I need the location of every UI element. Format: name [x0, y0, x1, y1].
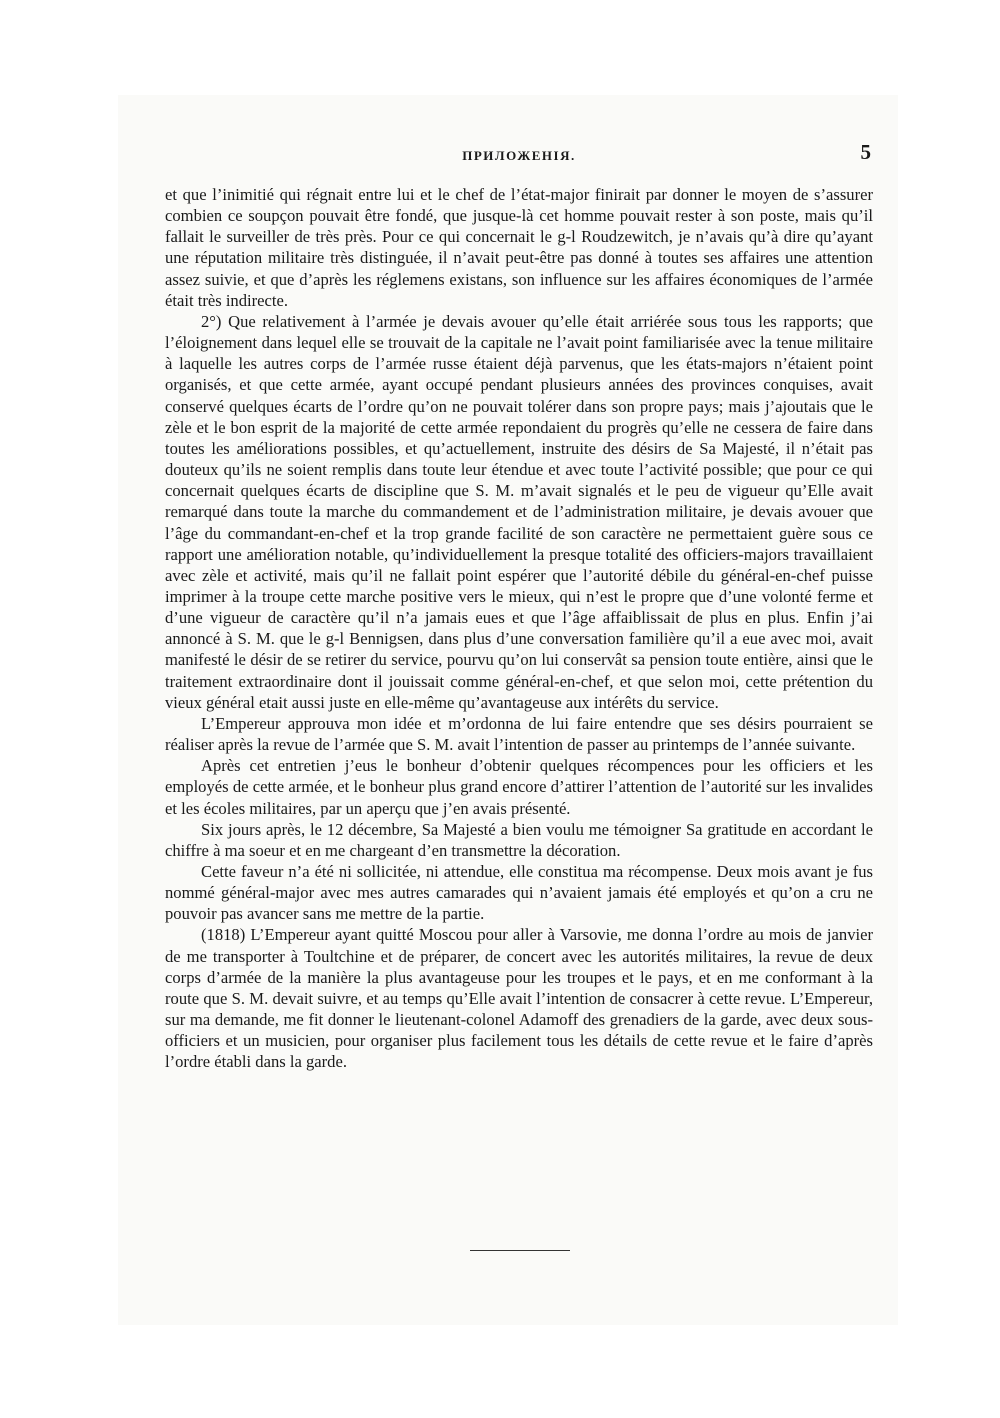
- paragraph-continuation: et que l’inimitié qui régnait entre lui et le chef de l’état-major finirait par donner le moyen de s’assurer combien ce soupçon pouvait être fondé, que jusque-là cet homme pouvait rester à son poste, mais qu’il fallait le surveiller de très près. Pour ce qui concernait le g-l Roudzewitch, je n’avais qu’à dire qu’ayant une réputation militaire très distinguée, il n’avait peut-être pas donné à toutes ses affaires une attention assez suivie, et que d’après les réglemens existans, son influence sur les affaires économiques de l’armée était très indirecte.: [165, 185, 873, 310]
- paragraph-1818: (1818) L’Empereur ayant quitté Moscou pour aller à Varsovie, me donna l’ordre au mois de janvier de me transporter à Toultchine et de préparer, de concert avec les autorités militaires, la revue de deux corps d’armée de la manière la plus avantageuse pour les troupes et le pays, et en me conformant à la route que S. M. devait suivre, et au temps qu’Elle avait l’intention de consacrer à cette revue. L’Empereur, sur ma demande, me fit donner le lieutenant-colonel Adamoff des grenadiers de la garde, avec deux sous-officiers et un musicien, pour organiser plus facilement tous les détails de cette revue et le faire d’après l’ordre établi dans la garde.: [165, 925, 873, 1072]
- running-head: ПРИЛОЖЕНІЯ.: [462, 148, 576, 163]
- body-text: [165, 184, 873, 1073]
- page-header: [165, 140, 873, 170]
- end-rule: [470, 1250, 570, 1251]
- page-number: 5: [860, 140, 871, 164]
- paragraph-rewards: Après cet entretien j’eus le bonheur d’obtenir quelques récompences pour les officiers et les employés de cette armée, et le bonheur plus grand encore d’attirer l’attention de l’autorité sur les invalides et les écoles militaires, par un aperçu que j’en avais présenté.: [165, 756, 873, 818]
- paragraph-six-days-after: Six jours après, le 12 décembre, Sa Majesté a bien voulu me témoigner Sa gratitude en accordant le chiffre à ma soeur et en me chargeant d’en transmettre la décoration.: [165, 819, 873, 860]
- paragraph-army-report: 2°) Que relativement à l’armée je devais avouer qu’elle était arriérée sous tous les rapports; que l’éloignement dans lequel elle se trouvait de la capitale ne l’avait point familiarisée avec la tenue militaire à laquelle les autres corps de l’armée russe étaient déjà parvenus, que les états-majors n’étaient point organisés, et que cette armée, ayant occupé pendant plusieurs années des provinces conquises, avait conservé quelques écarts de l’ordre qu’on ne pouvait tolérer dans son propre pays; mais j’ajoutais que le zèle et le bon esprit de la majorité de cette armée repondaient du progrès qu’elle ne cessera de faire dans toutes les améliorations possibles, et qu’actuellement, instruite des désirs de Sa Majesté, il n’était pas douteux qu’ils ne soient remplis dans toute leur étendue et avec toute l’activité possible; que pour ce qui concernait quelques écarts de discipline que S. M. m’avait signalés et le peu de vigueur qu’Elle avait remarqué dans toute la marche du commandement et de l’administration militaire, je devais avouer que l’âge du commandant-en-chef et la trop grande facilité de son caractère ne permettaient guère sous ce rapport une amélioration notable, qu’individuellement la presque totalité des officiers-majors travaillaient avec zèle et activité, mais qu’il ne fallait point espérer que l’autorité débile du général-en-chef puisse imprimer à la troupe cette marche positive vers le mieux, qui n’est le propre que d’une volonté ferme et d’une vigueur de caractère qu’il n’a jamais eues et que l’âge affaiblissait de plus en plus. Enfin j’ai annoncé à S. M. que le g-l Bennigsen, dans plus d’une conversation familière qu’il a eue avec moi, avait manifesté le désir de se retirer du service, pourvu qu’on lui conservât sa pension toute entière, ainsi que le traitement extraordinaire dont il jouissait comme général-en-chef, et que selon moi, cette prétention du vieux général etait aussi juste en elle-même qu’avantageuse aux intérêts du service.: [165, 311, 873, 712]
- paragraph-favour: Cette faveur n’a été ni sollicitée, ni attendue, elle constitua ma récompense. Deux mois avant je fus nommé général-major avec mes autres camarades qui n’avaient jamais été employés et qu’on a cru ne pouvoir pas avancer sans me mettre de la partie.: [165, 862, 873, 924]
- paragraph-emperor-approval: L’Empereur approuva mon idée et m’ordonna de lui faire entendre que ses désirs pourraient se réaliser après la revue de l’armée que S. M. avait l’intention de passer au printemps de l’année suivante.: [165, 713, 873, 755]
